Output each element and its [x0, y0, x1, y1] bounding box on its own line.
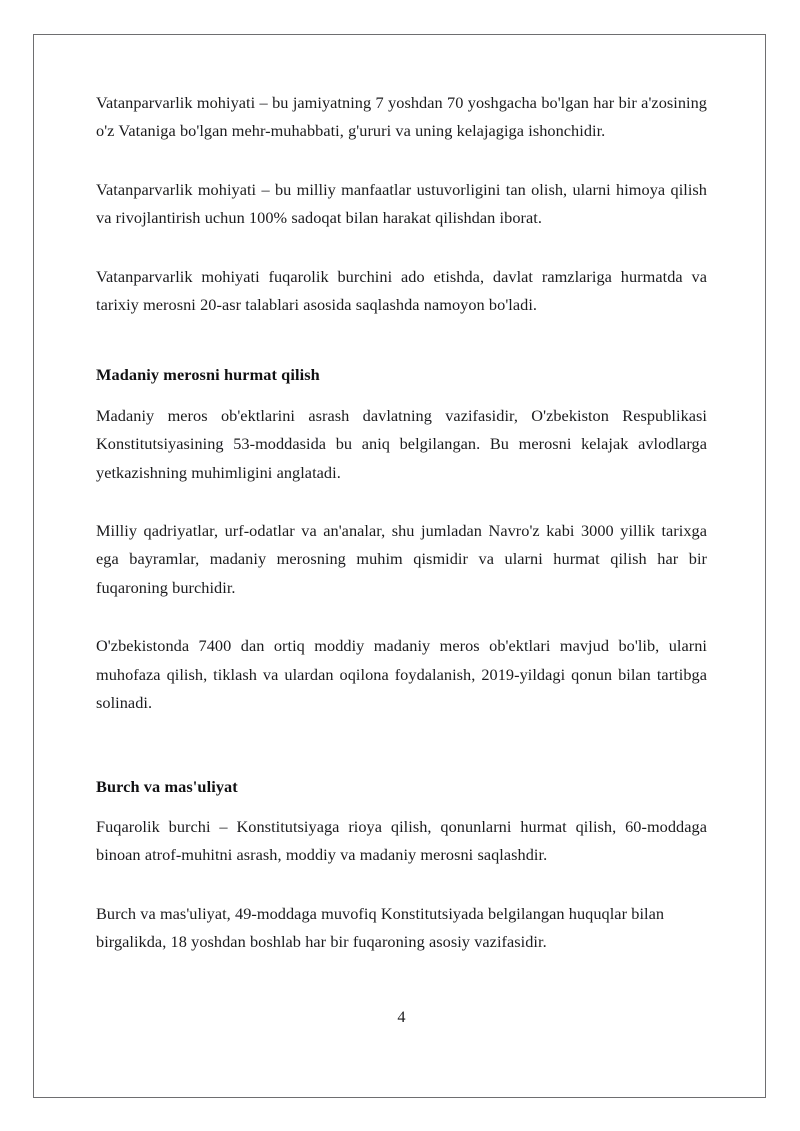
paragraph-spacer	[96, 146, 707, 176]
paragraph-patriotism-definition-2: Vatanparvarlik mohiyati – bu milliy manfaatlar ustuvorligini tan olish, ularni himoya qilish va rivojlantirish uchun 100% sadoqat bilan harakat qilishdan iborat.	[96, 179, 707, 228]
paragraph-heritage-objects-count: O'zbekistonda 7400 dan ortiq moddiy madaniy meros ob'ektlari mavjud bo'lib, ularni muhofaza qilish, tiklash va ulardan oqilona foydalanish, 2019-yildagi qonun bilan tartibga solinadi.	[96, 636, 707, 713]
paragraph-spacer	[96, 487, 707, 517]
paragraph-duty-rights: Burch va mas'uliyat, 49-moddaga muvofiq Konstitutsiyada belgilangan huquqlar bilan birgalikda, 18 yoshdan boshlab har bir fuqaroning asosiy vazifasidir.	[96, 903, 665, 952]
paragraph-spacer	[96, 233, 707, 263]
heading-body-spacer	[96, 801, 707, 813]
paragraph-patriotism-definition-1: Vatanparvarlik mohiyati – bu jamiyatning 7 yoshdan 70 yoshgacha bo'lgan har bir a'zosining o'z Vataniga bo'lgan mehr-muhabbati, g'ururi va uning kelajagiga ishonchidir.	[96, 93, 707, 141]
document-body	[96, 89, 707, 957]
document-page	[33, 34, 766, 1098]
heading-duty-and-responsibility: Burch va mas'uliyat	[96, 776, 238, 796]
paragraph-spacer	[96, 870, 707, 900]
heading-spacer	[96, 718, 707, 773]
paragraph-national-values: Milliy qadriyatlar, urf-odatlar va an'analar, shu jumladan Navro'z kabi 3000 yillik tarixga ega bayramlar, madaniy merosning muhim qismidir va ularni hurmat qilish har bir fuqaroning burchidir.	[96, 521, 707, 597]
page-number: 4	[397, 1007, 406, 1026]
heading-cultural-heritage: Madaniy merosni hurmat qilish	[96, 365, 320, 385]
heading-body-spacer	[96, 390, 707, 402]
paragraph-heritage-protection: Madaniy meros ob'ektlarini asrash davlatning vazifasidir, O'zbekiston Respublikasi Konstitutsiyasining 53-moddasida bu aniq belgilangan. Bu merosni kelajak avlodlarga yetkazishning muhimligini anglatadi.	[96, 405, 707, 482]
paragraph-spacer	[96, 602, 707, 632]
heading-spacer	[96, 319, 707, 361]
paragraph-civic-duty: Fuqarolik burchi – Konstitutsiyaga rioya qilish, qonunlarni hurmat qilish, 60-moddaga binoan atrof-muhitni asrash, moddiy va madaniy merosni saqlashdir.	[96, 816, 707, 865]
paragraph-patriotism-definition-3: Vatanparvarlik mohiyati fuqarolik burchini ado etishda, davlat ramzlariga hurmatda va tarixiy merosni 20-asr talablari asosida saqlashda namoyon bo'ladi.	[96, 266, 707, 315]
